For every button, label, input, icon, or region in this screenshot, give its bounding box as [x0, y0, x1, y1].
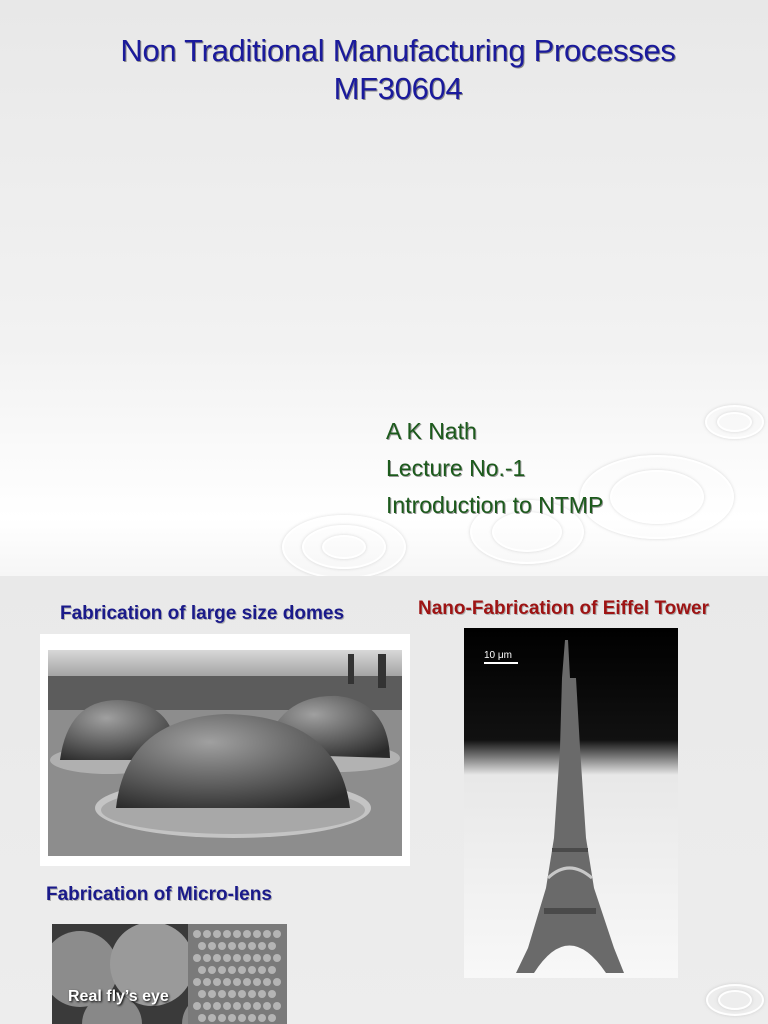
domes-photo [40, 634, 410, 866]
author-block [386, 413, 603, 524]
eiffel-photo [464, 628, 678, 978]
domes-image [48, 650, 402, 856]
course-title: Non Traditional Manufacturing Processes [120, 33, 676, 68]
lecture-topic: Introduction to NTMP [386, 492, 604, 518]
microlens-caption: Fabrication of Micro-lens [46, 884, 272, 905]
examples-slide [0, 576, 768, 1024]
lecture-number: Lecture No.-1 [386, 455, 526, 481]
fly-eye-label: Real fly’s eye [68, 988, 169, 1005]
microlens-photo [52, 924, 287, 1024]
domes-caption: Fabrication of large size domes [60, 603, 345, 624]
scale-bar [484, 662, 518, 664]
author-name: A K Nath [386, 418, 477, 444]
eiffel-image [464, 628, 678, 978]
microlens-image [52, 924, 287, 1024]
eiffel-caption: Nano-Fabrication of Eiffel Tower [418, 598, 709, 619]
course-code: MF30604 [333, 71, 463, 106]
slide-title [0, 32, 768, 108]
scale-bar-label: 10 μm [484, 650, 512, 661]
